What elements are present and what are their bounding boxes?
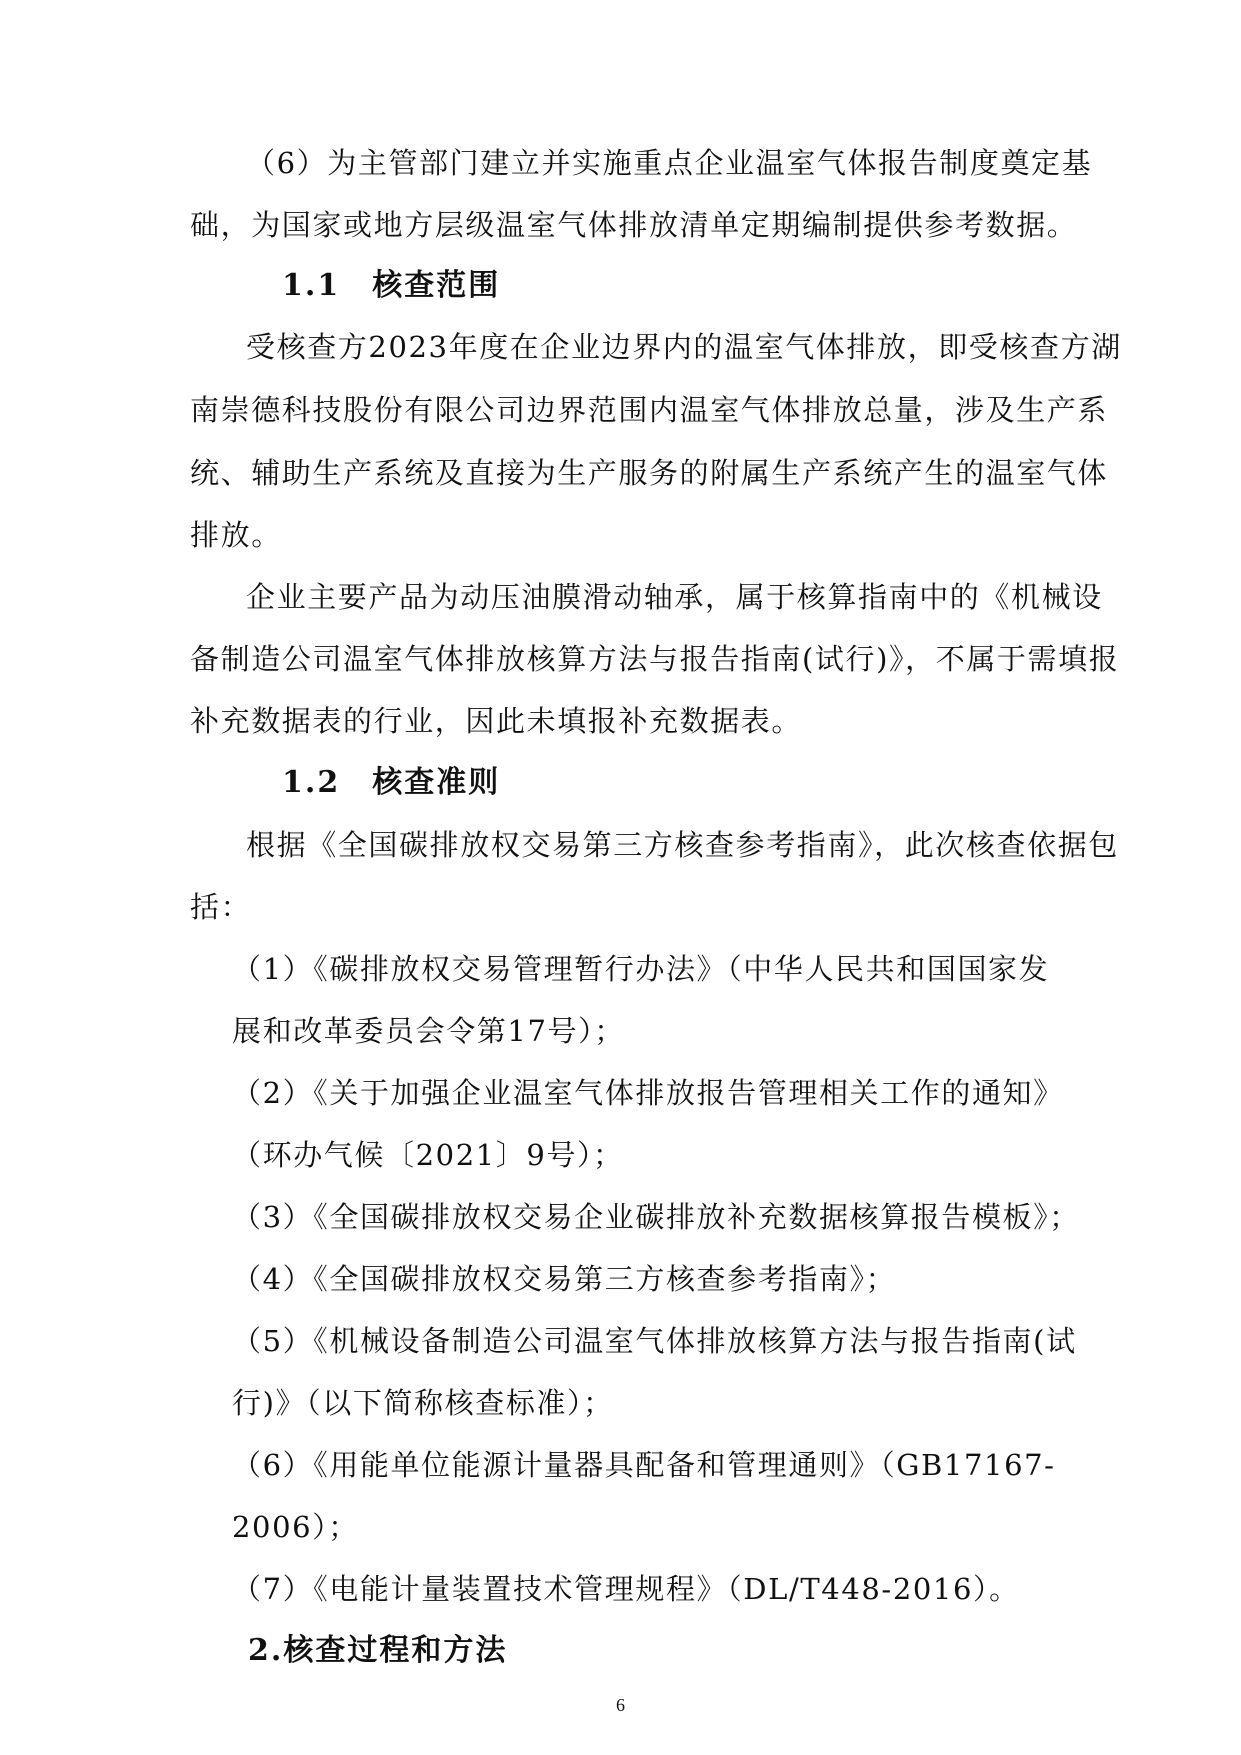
paragraph-line: 括：	[190, 890, 252, 924]
section-heading-2: 2.核查过程和方法	[248, 1633, 508, 1668]
section-heading-1-1: 1.1 核查范围	[282, 268, 501, 303]
paragraph-line: 受核查方2023年度在企业边界内的温室气体排放，即受核查方湖	[246, 330, 1122, 364]
criteria-item-line: （3）《全国碳排放权交易企业碳排放补充数据核算报告模板》；	[232, 1200, 1080, 1234]
paragraph-line: 南崇德科技股份有限公司边界范围内温室气体排放总量，涉及生产系	[190, 393, 1109, 427]
paragraph-line: 企业主要产品为动压油膜滑动轴承，属于核算指南中的《机械设	[246, 580, 1103, 614]
paragraph-line: （6）为主管部门建立并实施重点企业温室气体报告制度奠定基	[246, 146, 1093, 180]
criteria-item-line: （4）《全国碳排放权交易第三方核查参考指南》；	[232, 1262, 897, 1296]
criteria-item-line: 展和改革委员会令第17号）；	[232, 1014, 625, 1048]
paragraph-line: 根据《全国碳排放权交易第三方核查参考指南》，此次核查依据包	[246, 828, 1119, 862]
criteria-item-line: （2）《关于加强企业温室气体排放报告管理相关工作的通知》	[232, 1076, 1064, 1110]
criteria-item-line: （环办气候〔2021〕9号）；	[232, 1138, 624, 1172]
paragraph-line: 排放。	[190, 518, 282, 552]
criteria-item-line: 2006）；	[232, 1510, 359, 1544]
paragraph-line: 础，为国家或地方层级温室气体排放清单定期编制提供参考数据。	[190, 208, 1078, 242]
page-number: 6	[616, 1695, 625, 1715]
section-heading-1-2: 1.2 核查准则	[282, 765, 501, 800]
paragraph-line: 补充数据表的行业，因此未填报补充数据表。	[190, 704, 803, 738]
paragraph-line: 统、辅助生产系统及直接为生产服务的附属生产系统产生的温室气体	[190, 456, 1109, 490]
criteria-item-line: 行)》（以下简称核查标准）；	[232, 1386, 614, 1420]
criteria-item-line: （5）《机械设备制造公司温室气体排放核算方法与报告指南(试	[232, 1324, 1077, 1358]
paragraph-line: 备制造公司温室气体排放核算方法与报告指南(试行)》，不属于需填报	[190, 642, 1120, 676]
criteria-item-line: （6）《用能单位能源计量器具配备和管理通则》（GB17167-	[232, 1448, 1056, 1482]
criteria-item-line: （1）《碳排放权交易管理暂行办法》（中华人民共和国国家发	[232, 952, 1050, 986]
criteria-item-line: （7）《电能计量装置技术管理规程》（DL/T448-2016）。	[232, 1572, 1020, 1606]
